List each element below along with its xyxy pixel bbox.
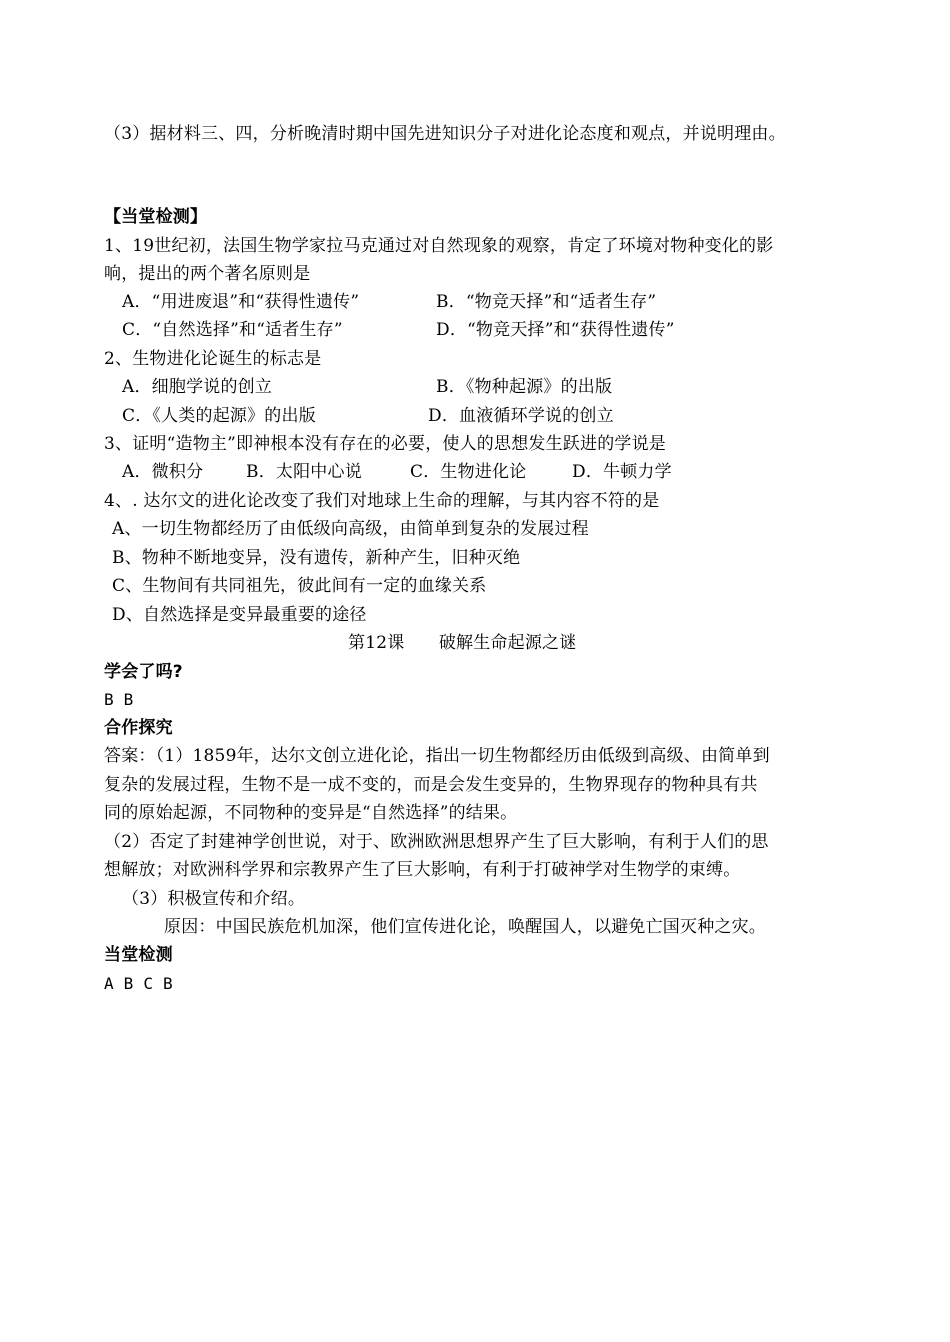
check-section-heading: 【当堂检测】 bbox=[104, 207, 208, 227]
question-4-option-b: B、物种不断地变异，没有遗传，新种产生，旧种灭绝 bbox=[112, 548, 521, 568]
coop-answer-3-reason: 原因：中国民族危机加深，他们宣传进化论，唤醒国人，以避免亡国灭种之灾。 bbox=[164, 917, 766, 937]
question-4-option-a: A、一切生物都经历了由低级向高级，由简单到复杂的发展过程 bbox=[112, 519, 589, 539]
question-3-option-b: B．太阳中心说 bbox=[246, 462, 362, 482]
material-question-3: （3）据材料三、四，分析晚清时期中国先进知识分子对进化论态度和观点，并说明理由。 bbox=[104, 124, 786, 144]
check-answers: A B C B bbox=[104, 974, 173, 993]
question-1-option-c: C．“自然选择”和“适者生存” bbox=[122, 320, 343, 340]
coop-answer-1-line-2: 复杂的发展过程，生物不是一成不变的，而是会发生变异的，生物界现存的物种具有共 bbox=[104, 775, 758, 795]
question-1-option-a: A．“用进废退”和“获得性遗传” bbox=[122, 292, 360, 312]
question-1-stem: 1、19世纪初，法国生物学家拉马克通过对自然现象的观察，肯定了环境对物种变化的影 bbox=[104, 236, 774, 256]
coop-heading: 合作探究 bbox=[104, 718, 173, 738]
coop-answer-3: （3）积极宣传和介绍。 bbox=[122, 889, 306, 909]
question-3-option-a: A．微积分 bbox=[122, 462, 204, 482]
question-2-option-b: B．《物种起源》的出版 bbox=[436, 377, 613, 397]
learned-heading: 学会了吗? bbox=[104, 662, 183, 682]
question-2-option-d: D．血液循环学说的创立 bbox=[428, 406, 614, 426]
question-2-stem: 2、生物进化论诞生的标志是 bbox=[104, 349, 322, 369]
coop-answer-1-line-3: 同的原始起源，不同物种的变异是“自然选择”的结果。 bbox=[104, 803, 518, 823]
question-1-stem-cont: 响，提出的两个著名原则是 bbox=[104, 264, 311, 284]
question-1-option-b: B．“物竞天择”和“适者生存” bbox=[436, 292, 657, 312]
question-3-option-c: C．生物进化论 bbox=[410, 462, 527, 482]
question-2-option-a: A．细胞学说的创立 bbox=[122, 377, 273, 397]
question-4-stem: 4、. 达尔文的进化论改变了我们对地球上生命的理解，与其内容不符的是 bbox=[104, 491, 660, 511]
coop-answer-2-line-2: 想解放；对欧洲科学界和宗教界产生了巨大影响，有利于打破神学对生物学的束缚。 bbox=[104, 860, 741, 880]
check-answers-heading: 当堂检测 bbox=[104, 945, 173, 965]
lesson-title: 第12课 破解生命起源之谜 bbox=[348, 633, 577, 653]
question-3-option-d: D．牛顿力学 bbox=[572, 462, 672, 482]
learned-answer: B B bbox=[104, 690, 134, 709]
question-1-option-d: D．“物竞天择”和“获得性遗传” bbox=[436, 320, 675, 340]
question-4-option-c: C、生物间有共同祖先，彼此间有一定的血缘关系 bbox=[112, 576, 487, 596]
question-2-option-c: C．《人类的起源》的出版 bbox=[122, 406, 316, 426]
coop-answer-1-line-1: 答案：（1）1859年，达尔文创立进化论，指出一切生物都经历由低级到高级、由简单到 bbox=[104, 746, 770, 766]
coop-answer-2-line-1: （2）否定了封建神学创世说，对于、欧洲欧洲思想界产生了巨大影响，有利于人们的思 bbox=[104, 832, 769, 852]
question-3-stem: 3、证明“造物主”即神根本没有存在的必要，使人的思想发生跃进的学说是 bbox=[104, 434, 666, 454]
question-4-option-d: D、自然选择是变异最重要的途径 bbox=[112, 605, 367, 625]
